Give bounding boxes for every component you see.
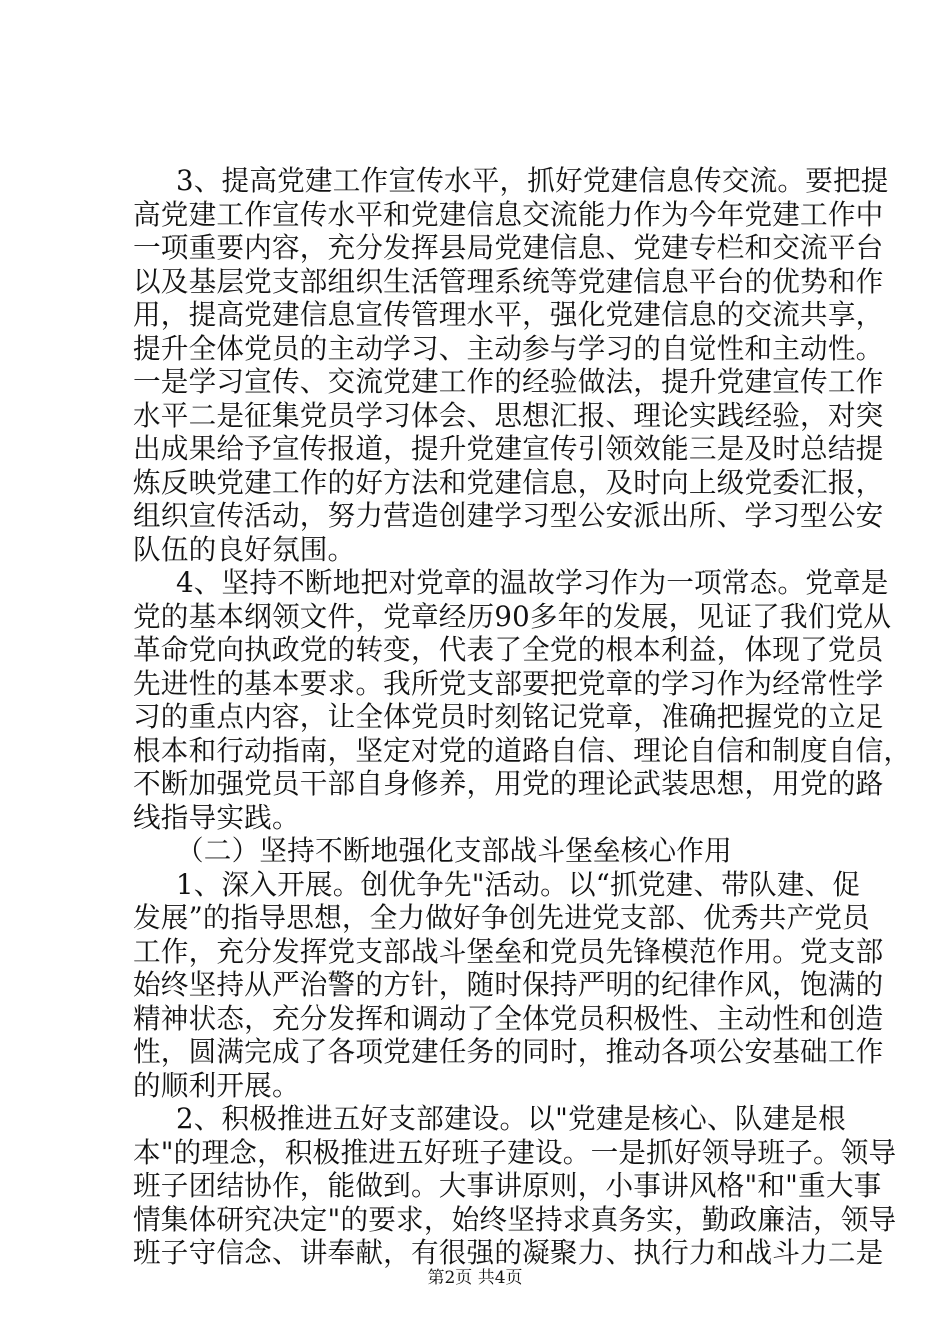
paragraph-line: 炼反映党建工作的好方法和党建信息，及时向上级党委汇报，: [133, 465, 884, 499]
paragraph-line: 发展”的指导思想，全力做好争创先进党支部、优秀共产党员: [133, 901, 870, 934]
paragraph-line: 党的基本纲领文件，党章经历90多年的发展，见证了我们党从: [133, 599, 892, 633]
paragraph-line: 水平二是征集党员学习体会、思想汇报、理论实践经验，对突: [133, 398, 884, 432]
paragraph-line: 出成果给予宣传报道，提升党建宣传引领效能三是及时总结提: [133, 432, 884, 465]
paragraph-line: 线指导实践。: [133, 800, 300, 834]
section-heading: （二）坚持不断地强化支部战斗堡垒核心作用: [176, 834, 732, 867]
paragraph-line: 班子守信念、讲奉献，有很强的凝聚力、执行力和战斗力二是: [133, 1236, 884, 1269]
paragraph-line: 用，提高党建信息宣传管理水平，强化党建信息的交流共享，: [133, 298, 884, 331]
paragraph-line: 本"的理念，积极推进五好班子建设。一是抓好领导班子。领导: [133, 1135, 897, 1169]
page-number-footer: 第2页 共4页: [427, 1268, 523, 1288]
paragraph-line: 提升全体党员的主动学习、主动参与学习的自觉性和主动性。: [133, 331, 884, 365]
paragraph-line: 不断加强党员干部自身修养，用党的理论武装思想，用党的路: [133, 767, 884, 800]
paragraph-line: 的顺利开展。: [133, 1068, 300, 1102]
paragraph-line: 以及基层党支部组织生活管理系统等党建信息平台的优势和作: [133, 264, 884, 298]
paragraph-line: 情集体研究决定"的要求，始终坚持求真务实，勤政廉洁，领导: [133, 1202, 897, 1236]
paragraph-line: 精神状态，充分发挥和调动了全体党员积极性、主动性和创造: [133, 1001, 884, 1035]
paragraph-line: 组织宣传活动，努力营造创建学习型公安派出所、学习型公安: [133, 499, 884, 532]
paragraph-line: 性，圆满完成了各项党建任务的同时，推动各项公安基础工作: [133, 1035, 884, 1068]
paragraph-line: 革命党向执政党的转变，代表了全党的根本利益，体现了党员: [133, 633, 884, 666]
paragraph-line: 4、坚持不断地把对党章的温故学习作为一项常态。党章是: [176, 566, 889, 599]
paragraph-line: 队伍的良好氛围。: [133, 532, 356, 566]
paragraph-line: 工作，充分发挥党支部战斗堡垒和党员先锋模范作用。党支部: [133, 934, 884, 968]
paragraph-line: 3、提高党建工作宣传水平，抓好党建信息传交流。要把提: [176, 164, 889, 197]
paragraph-line: 班子团结协作，能做到。大事讲原则，小事讲风格"和"重大事: [133, 1169, 882, 1202]
paragraph-line: 根本和行动指南，坚定对党的道路自信、理论自信和制度自信，: [133, 733, 912, 767]
paragraph-line: 始终坚持从严治警的方针，随时保持严明的纪律作风，饱满的: [133, 968, 884, 1001]
paragraph-line: 习的重点内容，让全体党员时刻铭记党章，准确把握党的立足: [133, 700, 884, 733]
paragraph-line: 高党建工作宣传水平和党建信息交流能力作为今年党建工作中: [133, 197, 884, 231]
paragraph-line: 一项重要内容，充分发挥县局党建信息、党建专栏和交流平台: [133, 231, 884, 264]
paragraph-line: 1、深入开展。创优争先"活动。以“抓党建、带队建、促: [176, 867, 861, 901]
paragraph-line: 2、积极推进五好支部建设。以"党建是核心、队建是根: [176, 1102, 846, 1135]
paragraph-line: 先进性的基本要求。我所党支部要把党章的学习作为经常性学: [133, 666, 884, 700]
paragraph-line: 一是学习宣传、交流党建工作的经验做法，提升党建宣传工作: [133, 365, 884, 398]
